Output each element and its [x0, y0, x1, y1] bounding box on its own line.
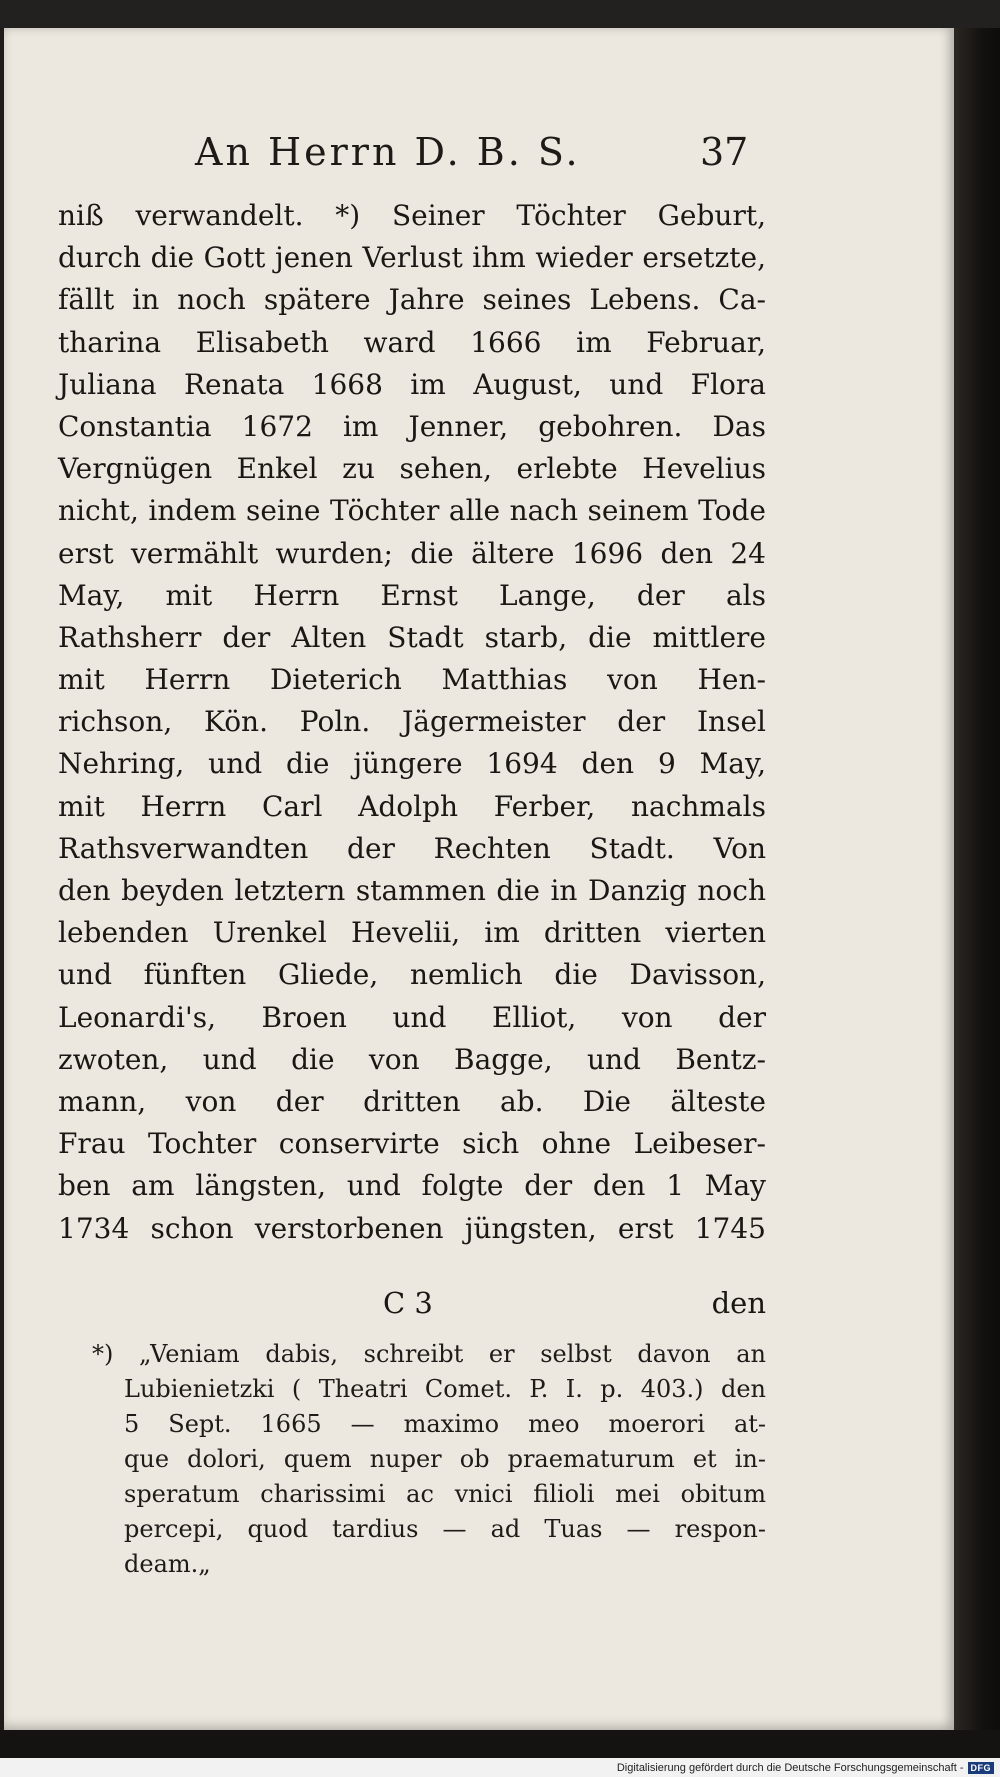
text-line: fällt in noch spätere Jahre seines Lebens. Ca- — [58, 283, 766, 317]
footnote-line: deam.„ — [124, 1550, 211, 1578]
footnote-line: speratum charissimi ac vnici filioli mei obitum — [124, 1480, 766, 1508]
text-line: durch die Gott jenen Verlust ihm wieder ersetzte, — [58, 241, 766, 275]
catchword: den — [711, 1286, 766, 1320]
scan-background-bottom — [0, 1730, 1000, 1758]
text-line: Constantia 1672 im Jenner, gebohren. Das — [58, 409, 766, 443]
footnote-line: percepi, quod tardius — ad Tuas — respon- — [124, 1515, 766, 1543]
text-line: mit Herrn Carl Adolph Ferber, nachmals — [58, 789, 766, 823]
book-spine-edge — [954, 28, 1000, 1730]
text-line: zwoten, und die von Bagge, und Bentz- — [58, 1042, 766, 1076]
funding-credit: Digitalisierung gefördert durch die Deutsche Forschungsgemeinschaft - — [616, 1761, 964, 1774]
text-line: und fünften Gliede, nemlich die Davisson, — [58, 958, 766, 992]
footnote-line: Lubienietzki ( Theatri Comet. P. I. p. 403.) den — [124, 1375, 766, 1403]
signature-mark: C 3 — [383, 1286, 433, 1320]
text-line: May, mit Herrn Ernst Lange, der als — [58, 578, 766, 612]
text-line: Rathsverwandten der Rechten Stadt. Von — [58, 831, 766, 865]
text-line: den beyden letztern stammen die in Danzig noch — [58, 874, 766, 907]
text-line: lebenden Urenkel Hevelii, im dritten vierten — [58, 916, 766, 950]
text-line: nicht, indem seine Töchter alle nach seinem Tode — [58, 494, 766, 528]
digitization-footer — [0, 1758, 1000, 1777]
footnote-line: que dolori, quem nuper ob praematurum et in- — [124, 1445, 766, 1473]
running-head: An Herrn D. B. S. — [195, 130, 581, 174]
text-line: ben am längsten, und folgte der den 1 May — [58, 1169, 766, 1203]
text-line: Leonardi's, Broen und Elliot, von der — [58, 1000, 766, 1034]
page-header — [0, 130, 1000, 180]
text-line: tharina Elisabeth ward 1666 im Februar, — [58, 325, 766, 359]
text-line: mann, von der dritten ab. Die älteste — [58, 1084, 766, 1118]
text-line: Nehring, und die jüngere 1694 den 9 May, — [58, 747, 766, 781]
footnote-block — [92, 1337, 766, 1582]
text-line: Juliana Renata 1668 im August, und Flora — [58, 367, 766, 401]
text-line: Rathsherr der Alten Stadt starb, die mittlere — [58, 620, 766, 654]
text-line: erst vermählt wurden; die ältere 1696 den 24 — [58, 536, 766, 570]
text-line: mit Herrn Dieterich Matthias von Hen- — [58, 663, 766, 697]
main-text-block — [58, 195, 766, 1250]
footnote-line: *) „Veniam dabis, schreibt er selbst davon an — [92, 1340, 766, 1368]
text-line: richson, Kön. Poln. Jägermeister der Insel — [58, 705, 766, 739]
text-line: niß verwandelt. *) Seiner Töchter Geburt, — [58, 199, 766, 232]
text-line: 1734 schon verstorbenen jüngsten, erst 1745 — [58, 1211, 766, 1245]
text-line: Vergnügen Enkel zu sehen, erlebte Hevelius — [58, 452, 766, 486]
scan-background-top — [0, 0, 1000, 28]
page-number: 37 — [700, 130, 749, 174]
text-line: Frau Tochter conservirte sich ohne Leibeser- — [58, 1127, 766, 1161]
footnote-line: 5 Sept. 1665 — maximo meo moerori at- — [124, 1410, 766, 1438]
signature-row — [58, 1286, 766, 1330]
dfg-logo: DFG — [968, 1762, 995, 1774]
